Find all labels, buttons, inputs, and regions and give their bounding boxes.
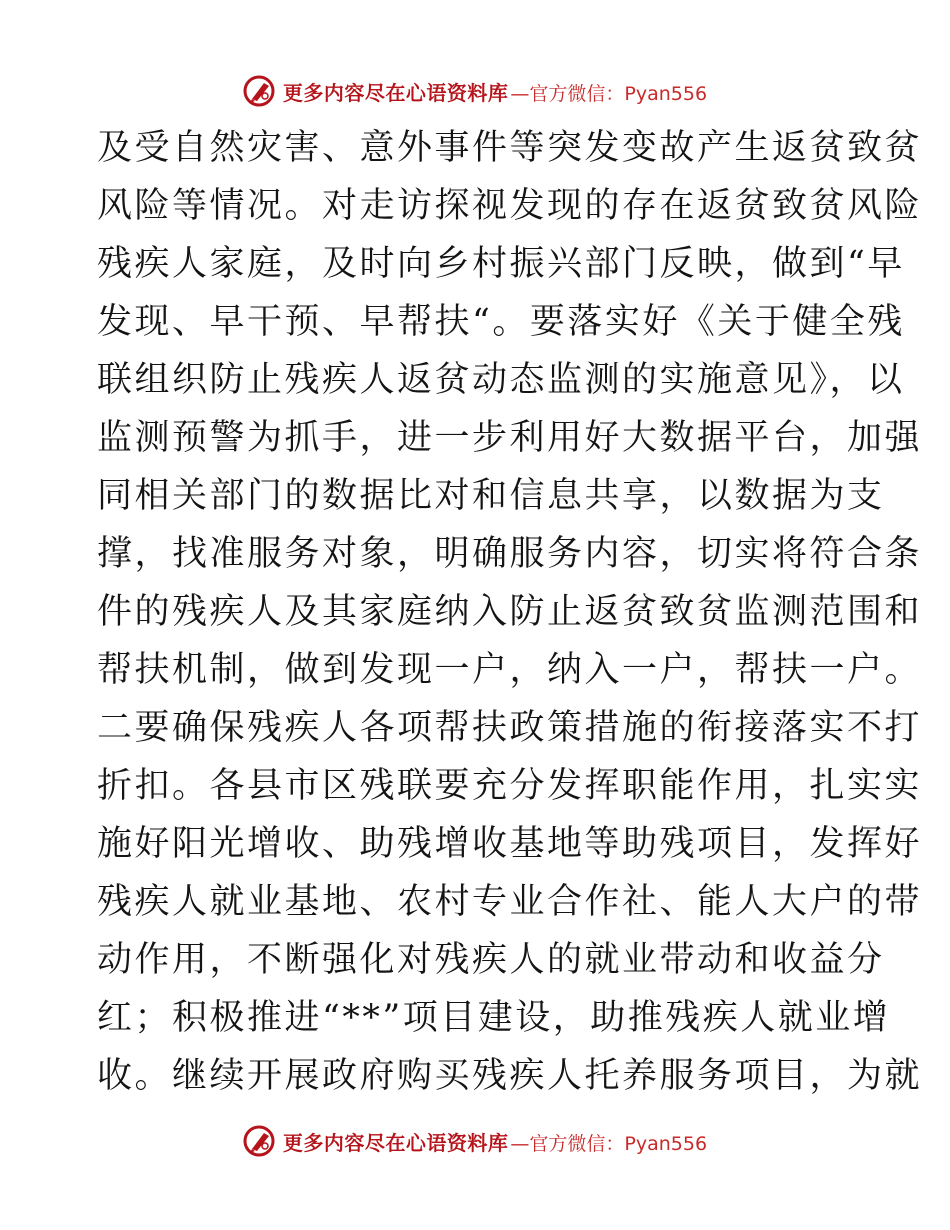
header-watermark (0, 71, 950, 111)
document-line: 联组织防止残疾人返贫动态监测的实施意见》，以 (97, 360, 905, 400)
document-line: 二要确保残疾人各项帮扶政策措施的衔接落实不打 (97, 708, 923, 748)
watermark-contact: —官方微信：Pyan556 (510, 1132, 708, 1155)
document-line: 残疾人家庭，及时向乡村振兴部门反映，做到“早 (97, 244, 905, 284)
document-line: 动作用，不断强化对残疾人的就业带动和收益分 (97, 940, 885, 980)
document-line: 同相关部门的数据比对和信息共享，以数据为支 (97, 476, 885, 516)
document-line: 监测预警为抓手，进一步利用好大数据平台，加强 (97, 418, 923, 458)
watermark-contact: —官方微信：Pyan556 (510, 82, 708, 105)
document-line: 件的残疾人及其家庭纳入防止返贫致贫监测范围和 (97, 592, 923, 632)
document-line: 发现、早干预、早帮扶“。要落实好《关于健全残 (97, 302, 905, 342)
pen-feather-logo-icon (243, 1124, 277, 1158)
document-line: 撑，找准服务对象，明确服务内容，切实将符合条 (97, 534, 923, 574)
document-line: 及受自然灾害、意外事件等突发变故产生返贫致贫 (97, 128, 923, 168)
document-line: 帮扶机制，做到发现一户，纳入一户，帮扶一户。 (97, 650, 923, 690)
pen-feather-logo-icon (243, 74, 277, 108)
document-line: 折扣。各县市区残联要充分发挥职能作用，扎实实 (97, 766, 923, 806)
document-line: 残疾人就业基地、农村专业合作社、能人大户的带 (97, 882, 923, 922)
footer-watermark (0, 1121, 950, 1161)
watermark-site-name: 更多内容尽在心语资料库 (282, 80, 509, 105)
document-line: 红；积极推进“**”项目建设，助推残疾人就业增 (97, 998, 891, 1038)
watermark-site-name: 更多内容尽在心语资料库 (282, 1130, 509, 1155)
document-line: 施好阳光增收、助残增收基地等助残项目，发挥好 (97, 824, 923, 864)
document-line: 收。继续开展政府购买残疾人托养服务项目，为就 (97, 1056, 923, 1096)
document-body (97, 119, 923, 1105)
document-line: 风险等情况。对走访探视发现的存在返贫致贫风险 (97, 186, 923, 226)
